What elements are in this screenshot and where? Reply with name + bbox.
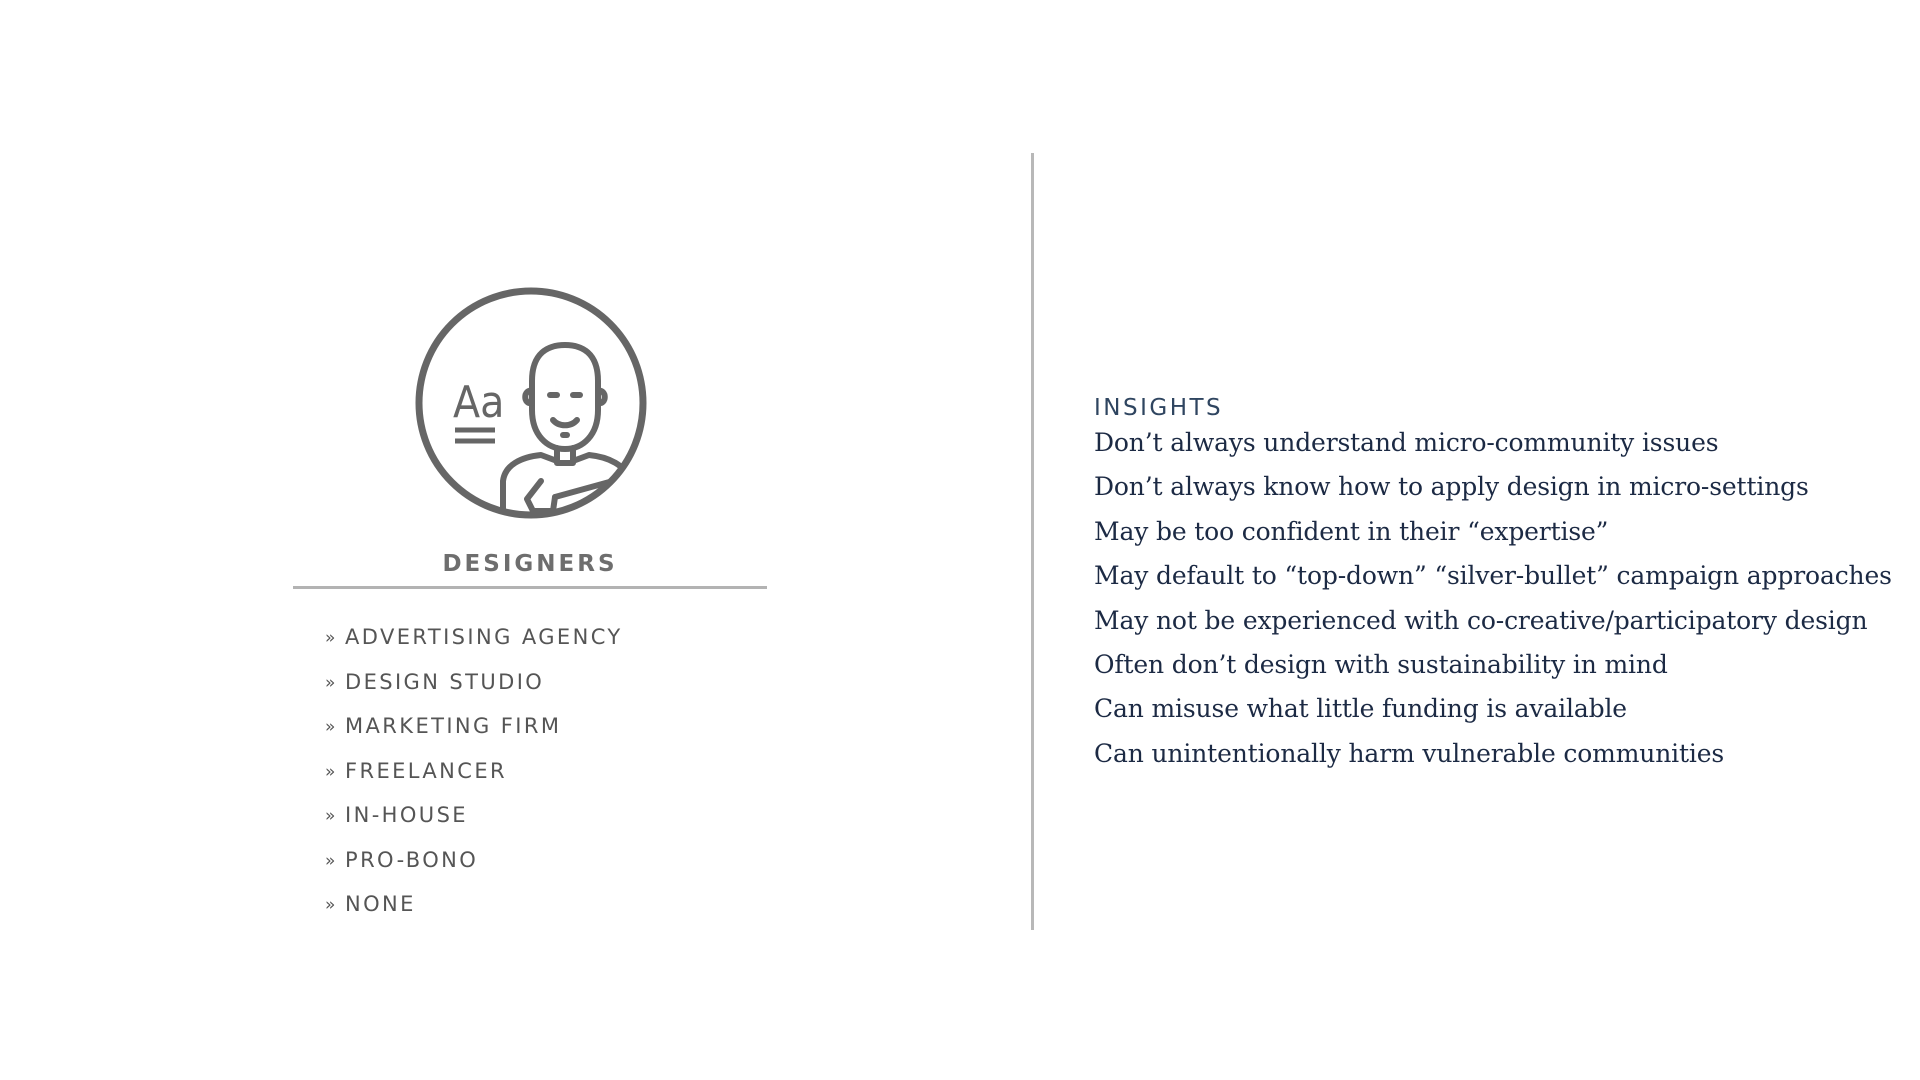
type-sample-icon: Aa [453,377,505,428]
list-item [325,670,623,715]
list-item [325,803,623,848]
bullet-marker: » [325,850,338,871]
list-item [325,892,623,937]
list-item-label: IN-HOUSE [345,803,468,827]
list-item-label: MARKETING FIRM [345,714,562,738]
vertical-divider [1031,153,1034,930]
bullet-marker: » [325,717,338,737]
bullet-marker: » [325,672,338,693]
insights-list [1094,428,1892,783]
designer-avatar-icon [413,285,649,521]
insight-item: May default to “top-down” “silver-bullet” campaign approaches [1094,561,1892,591]
list-item-label: NONE [345,892,416,916]
insight-item: Can unintentionally harm vulnerable communities [1094,738,1725,768]
list-item-label: PRO-BONO [345,847,479,872]
insights-heading: INSIGHTS [1094,395,1224,421]
bullet-marker: » [325,761,338,782]
bullet-marker: » [325,806,338,826]
list-item-label: ADVERTISING AGENCY [345,625,623,649]
list-item [325,714,623,759]
list-item [325,625,623,670]
insight-item: May be too confident in their “expertise” [1094,516,1609,546]
bullet-marker: » [325,895,338,915]
bullet-marker: » [325,628,338,648]
insight-item: Often don’t design with sustainability in mind [1094,649,1668,679]
insight-item: May not be experienced with co-creative/participatory design [1094,605,1868,635]
title-divider [293,586,767,589]
list-item-label: FREELANCER [345,758,507,783]
insight-item: Don’t always understand micro-community issues [1094,428,1719,457]
list-item [325,759,623,804]
insight-item: Can misuse what little funding is available [1094,694,1627,724]
designer-type-list [325,625,623,937]
list-item-label: DESIGN STUDIO [345,669,545,694]
list-item [325,848,623,893]
audience-title: DESIGNERS [442,551,618,577]
insight-item: Don’t always know how to apply design in micro-settings [1094,472,1809,502]
